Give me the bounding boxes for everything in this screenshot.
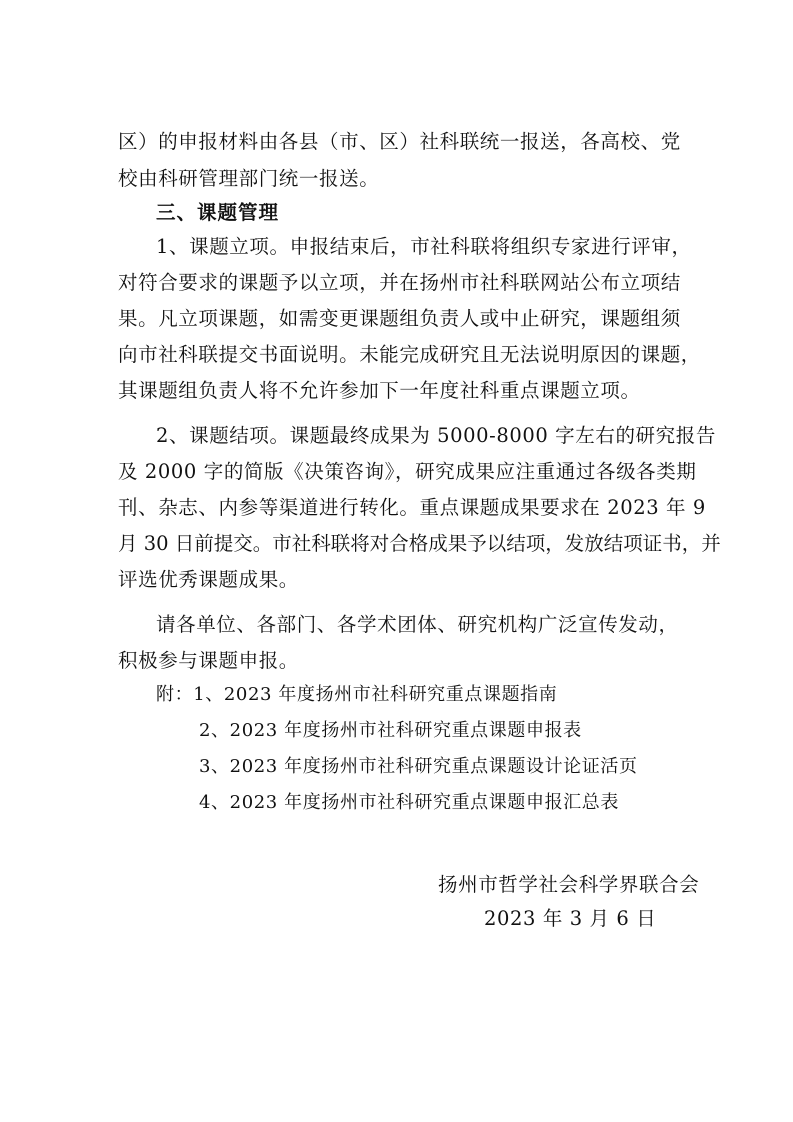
attachment-item: 3、2023 年度扬州市社科研究重点课题设计论证活页 [199, 756, 638, 777]
paragraph-line: 2、课题结项。课题最终成果为 5000-8000 字左右的研究报告 [156, 424, 716, 447]
paragraph-line: 其课题组负责人将不允许参加下一年度社科重点课题立项。 [118, 379, 641, 402]
signature-organization: 扬州市哲学社会科学界联合会 [438, 873, 700, 896]
paragraph-line: 月 30 日前提交。市社科联将对合格成果予以结项，发放结项证书，并 [118, 532, 721, 555]
paragraph-line: 1、课题立项。申报结束后，市社科联将组织专家进行评审， [156, 235, 692, 258]
paragraph-line: 刊、杂志、内参等渠道进行转化。重点课题成果要求在 2023 年 9 [118, 496, 706, 519]
paragraph-line: 向市社科联提交书面说明。未能完成研究且无法说明原因的课题， [118, 343, 701, 366]
paragraph-line: 区）的申报材料由各县（市、区）社科联统一报送，各高校、党 [118, 130, 681, 153]
section-heading: 三、课题管理 [156, 201, 280, 224]
paragraph-line: 校由科研管理部门统一报送。 [118, 167, 380, 190]
attachment-item: 4、2023 年度扬州市社科研究重点课题申报汇总表 [199, 792, 619, 813]
attachment-item: 附：1、2023 年度扬州市社科研究重点课题指南 [156, 684, 558, 705]
paragraph-line: 对符合要求的课题予以立项，并在扬州市社科联网站公布立项结 [118, 271, 681, 294]
paragraph-line: 请各单位、各部门、各学术团体、研究机构广泛宣传发动， [156, 613, 679, 636]
paragraph-line: 及 2000 字的简版《决策咨询》，研究成果应注重通过各级各类期 [118, 460, 697, 483]
attachment-item: 2、2023 年度扬州市社科研究重点课题申报表 [199, 720, 582, 741]
paragraph-line: 果。凡立项课题，如需变更课题组负责人或中止研究，课题组须 [118, 307, 681, 330]
paragraph-line: 评选优秀课题成果。 [118, 568, 299, 591]
signature-date: 2023 年 3 月 6 日 [484, 907, 657, 930]
paragraph-line: 积极参与课题申报。 [118, 649, 299, 672]
